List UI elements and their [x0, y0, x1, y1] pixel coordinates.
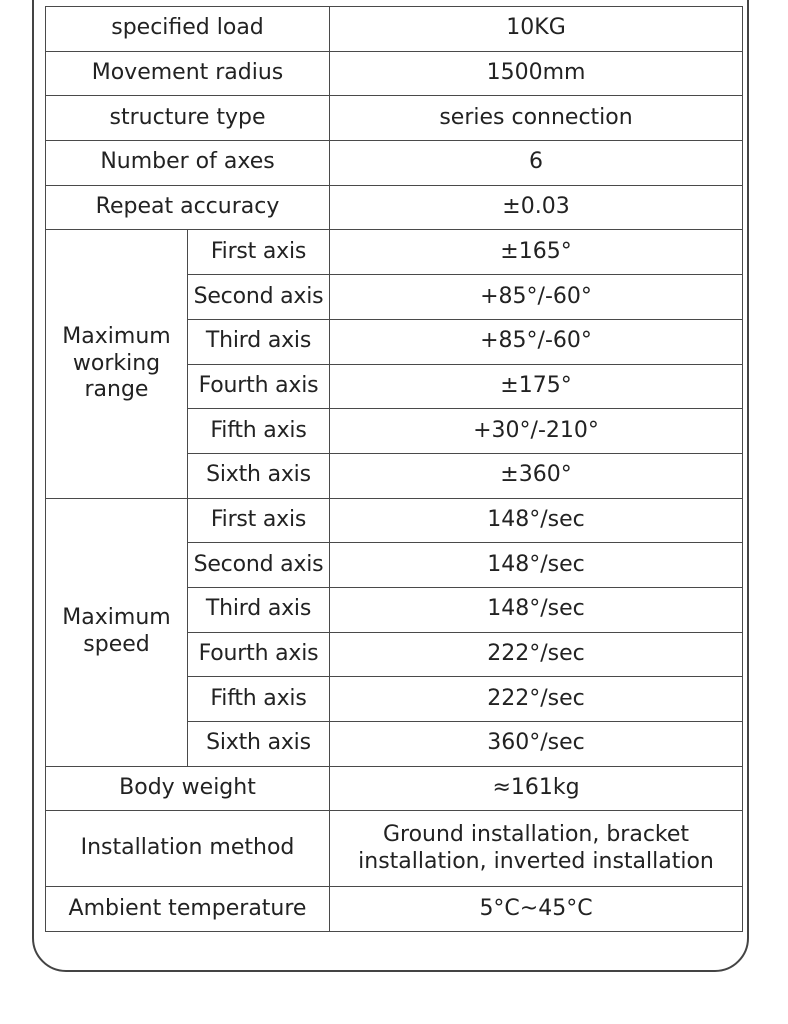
row-value: ≈161kg — [330, 766, 743, 811]
axis-name: Fifth axis — [188, 677, 330, 722]
row-label: Movement radius — [46, 51, 330, 96]
table-row-ambient-temperature — [46, 887, 743, 932]
row-label: Number of axes — [46, 141, 330, 186]
axis-name: First axis — [188, 230, 330, 275]
row-value: Ground installation, bracket installation, inverted installation — [330, 811, 743, 887]
table-row-installation-method — [46, 811, 743, 887]
axis-name: Third axis — [188, 319, 330, 364]
axis-value: 148°/sec — [330, 543, 743, 588]
row-label: specified load — [46, 7, 330, 52]
axis-value: +30°/-210° — [330, 409, 743, 454]
table-row-structure-type — [46, 96, 743, 141]
axis-value: 222°/sec — [330, 632, 743, 677]
table-row-working-range — [46, 230, 743, 275]
spec-table — [45, 6, 743, 932]
table-row-max-speed — [46, 498, 743, 543]
axis-name: Fourth axis — [188, 632, 330, 677]
axis-name: Sixth axis — [188, 453, 330, 498]
axis-value: ±175° — [330, 364, 743, 409]
axis-value: +85°/-60° — [330, 275, 743, 320]
axis-value: 148°/sec — [330, 498, 743, 543]
axis-value: +85°/-60° — [330, 319, 743, 364]
axis-value: 360°/sec — [330, 722, 743, 767]
table-row-specified-load — [46, 7, 743, 52]
row-label: Repeat accuracy — [46, 185, 330, 230]
row-label: Body weight — [46, 766, 330, 811]
axis-value: ±360° — [330, 453, 743, 498]
max-speed-label: Maximum speed — [46, 498, 188, 766]
table-row-repeat-accuracy — [46, 185, 743, 230]
table-row-body-weight — [46, 766, 743, 811]
axis-name: Second axis — [188, 275, 330, 320]
axis-name: Sixth axis — [188, 722, 330, 767]
row-label: Ambient temperature — [46, 887, 330, 932]
axis-name: First axis — [188, 498, 330, 543]
row-value: 6 — [330, 141, 743, 186]
row-label: Installation method — [46, 811, 330, 887]
row-label: structure type — [46, 96, 330, 141]
row-value: 10KG — [330, 7, 743, 52]
axis-value: ±165° — [330, 230, 743, 275]
axis-value: 148°/sec — [330, 587, 743, 632]
row-value: 1500mm — [330, 51, 743, 96]
axis-name: Fourth axis — [188, 364, 330, 409]
table-row-movement-radius — [46, 51, 743, 96]
row-value: 5°C~45°C — [330, 887, 743, 932]
working-range-label: Maximum working range — [46, 230, 188, 498]
table-row-number-of-axes — [46, 141, 743, 186]
row-value: series connection — [330, 96, 743, 141]
axis-name: Fifth axis — [188, 409, 330, 454]
row-value: ±0.03 — [330, 185, 743, 230]
axis-name: Third axis — [188, 587, 330, 632]
axis-value: 222°/sec — [330, 677, 743, 722]
axis-name: Second axis — [188, 543, 330, 588]
